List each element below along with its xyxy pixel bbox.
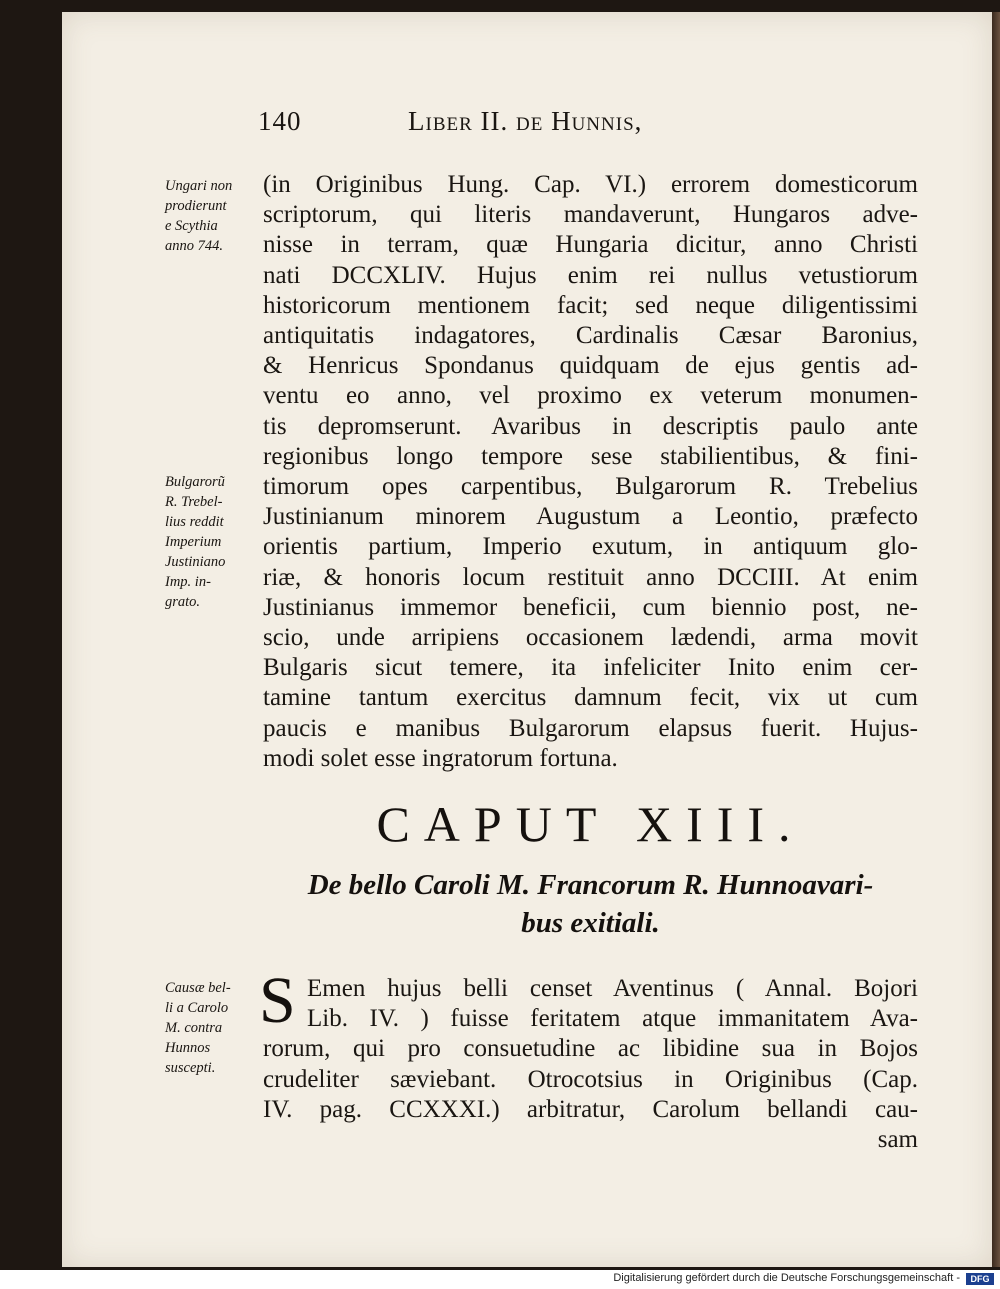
margin-note-line: Causæ bel- [165, 980, 231, 996]
margin-note-line: Bulgarorũ [165, 474, 225, 490]
text-line: scriptorum, qui literis mandaverunt, Hungaros adve- [263, 201, 918, 229]
text-line: ventu eo anno, vel proximo ex veterum monumen- [263, 382, 918, 410]
margin-note-line: Imperium [165, 534, 222, 550]
text-line: paucis e manibus Bulgarorum elapsus fuerit. Hujus- [263, 714, 918, 742]
page-edge [992, 12, 1000, 1267]
margin-note-line: suscepti. [165, 1060, 216, 1076]
text-line: & Henricus Spondanus quidquam de ejus gentis ad- [263, 352, 918, 380]
margin-note-line: R. Trebel- [165, 494, 223, 510]
chapter-subtitle-line: bus exitiali. [521, 907, 660, 939]
margin-note-line: Justiniano [165, 554, 226, 570]
margin-note-line: grato. [165, 594, 201, 610]
text-line: (in Originibus Hung. Cap. VI.) errorem domesticorum [263, 171, 918, 198]
margin-note-line: li a Carolo [165, 1000, 229, 1016]
text-line: riæ, & honoris locum restituit anno DCCIII. At enim [263, 563, 918, 591]
text-line: regionibus longo tempore sese stabilientibus, & fini- [263, 442, 918, 470]
margin-note-line: prodierunt [165, 198, 227, 214]
text-line: nisse in terram, quæ Hungaria dicitur, anno Christi [263, 231, 918, 259]
chapter-subtitle-line: De bello Caroli M. Francorum R. Hunnoavari- [307, 869, 874, 901]
body-paragraph-2 [263, 974, 918, 1155]
body-paragraph-1 [263, 170, 918, 774]
footer-credit: Digitalisierung gefördert durch die Deutsche Forschungsgemeinschaft - [613, 1272, 960, 1284]
catchword: sam [877, 1126, 918, 1154]
text-line: Justinianus immemor beneficii, cum biennio post, ne- [263, 593, 918, 621]
margin-note-line: Ungari non [165, 178, 233, 194]
text-line: rorum, qui pro consuetudine ac libidine sua in Bojos [263, 1035, 918, 1063]
running-title: Liber II. de Hunnis, [408, 106, 643, 136]
text-line: scio, unde arripiens occasionem lædendi, arma movit [263, 624, 918, 652]
text-line: antiquitatis indagatores, Cardinalis Cæsar Baronius, [263, 322, 918, 350]
text-line: Emen hujus belli censet Aventinus ( Annal. Bojori [307, 975, 918, 1002]
text-line: tamine tantum exercitus damnum fecit, vix ut cum [263, 684, 918, 712]
margin-note-ungari [165, 176, 263, 256]
page-number: 140 [258, 106, 302, 136]
margin-note-line: anno 744. [165, 238, 223, 254]
text-line: modi solet esse ingratorum fortuna. [263, 744, 618, 772]
margin-note-line: Hunnos [165, 1040, 211, 1056]
margin-note-line: lius reddit [165, 514, 224, 530]
chapter-title: CAPUT XIII. [376, 796, 805, 852]
text-line: timorum opes carpentibus, Bulgarorum R. Trebelius [263, 473, 918, 501]
margin-note-bulgarorum [165, 472, 263, 612]
text-line: orientis partium, Imperio exutum, in antiquum glo- [263, 533, 918, 561]
text-line: nati DCCXLIV. Hujus enim rei nullus vetustiorum [263, 261, 918, 289]
margin-note-line: e Scythia [165, 218, 218, 234]
text-line: IV. pag. CCXXXI.) arbitratur, Carolum bellandi cau- [263, 1095, 918, 1123]
dfg-logo: DFG [966, 1273, 994, 1285]
text-line: Justinianum minorem Augustum a Leontio, præfecto [263, 503, 918, 531]
margin-note-line: M. contra [165, 1020, 223, 1036]
footer-bar [0, 1270, 1000, 1289]
chapter-subtitle [263, 866, 918, 942]
text-line: crudeliter sæviebant. Otrocotsius in Originibus (Cap. [263, 1065, 918, 1093]
text-line: Bulgaris sicut temere, ita infeliciter Inito enim cer- [263, 654, 918, 682]
margin-note-causae [165, 978, 263, 1078]
margin-note-line: Imp. in- [165, 574, 211, 590]
drop-cap: S [259, 964, 296, 1037]
text-line: tis depromserunt. Avaribus in descriptis paulo ante [263, 412, 918, 440]
text-line: historicorum mentionem facit; sed neque diligentissimi [263, 291, 918, 319]
text-line: Lib. IV. ) fuisse feritatem atque immanitatem Ava- [307, 1005, 918, 1033]
